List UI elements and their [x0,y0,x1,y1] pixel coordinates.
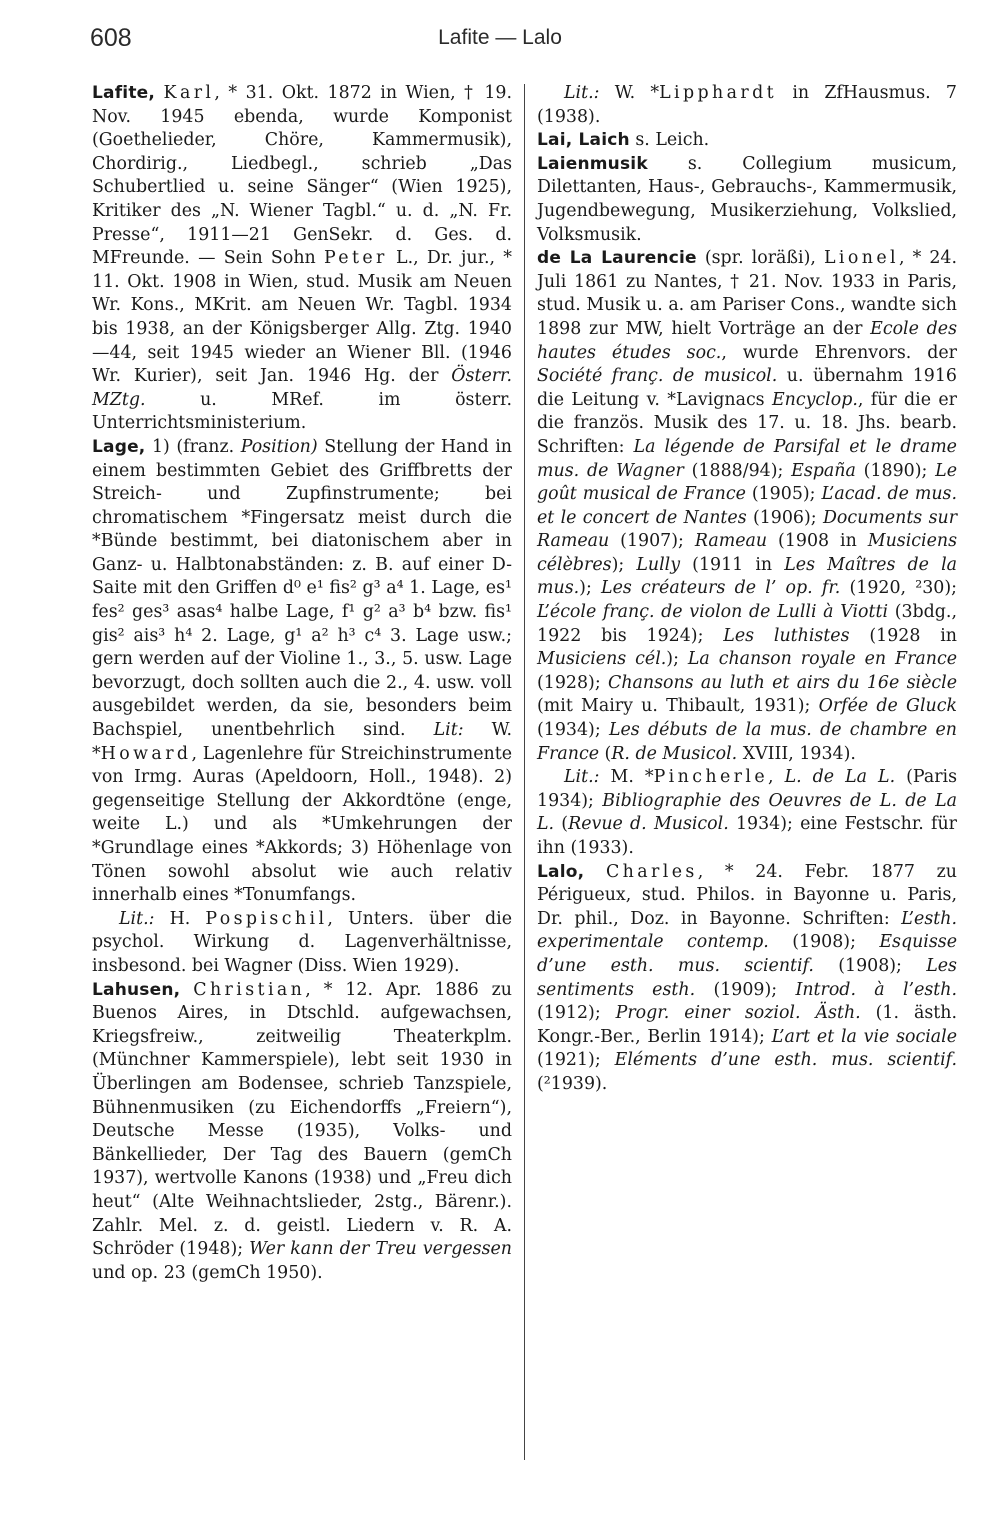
entry-head: Lai, Laich [537,130,630,151]
entry-laurencie-literature: Lit.: M. *Pincherle, L. de La L. (Paris 1934); Bibliographie des Oeuvres de L. de La L. (Revue d. Musicol. 1934); eine Festschr. für ihn (1933). [537,767,957,858]
entry-head: Lahusen, [92,979,181,1000]
entry-lafite: Lafite, Karl, * 31. Okt. 1872 in Wien, † 19. Nov. 1945 ebenda, wurde Komponist (Goethelieder, Chöre, Kammermusik), Chordirig., Liedbegl., schrieb „Das Schubertlied u. seine Sänger“ (Wien 1925), Kritiker des „N. Wiener Tagbl.“ u. d. „N. Fr. Presse“, 1911—21 GenSekr. d. Ges. d. MFreunde. — Sein Sohn Peter L., Dr. jur., * 11. Okt. 1908 in Wien, stud. Musik am Neuen Wr. Kons., MKrit. am Neuen Wr. Tagbl. 1934 bis 1938, an der Königsberger Allg. Ztg. 1940—44, seit 1945 wieder an Wiener Bll. (1946 Wr. Kurier), seit Jan. 1946 Hg. der Österr. MZtg. u. MRef. im österr. Unterrichtsministerium. [92,83,512,434]
page-header [0,22,1000,58]
entry-lahusen-literature: Lit.: W. *Lipphardt in ZfHausmus. 7 (1938). [537,83,957,127]
right-column [537,82,957,1097]
running-head: Lafite — Lalo [438,26,562,49]
left-column [92,82,512,1285]
entry-lage-literature: Lit.: H. Pospischil, Unters. über die psychol. Wirkung d. Lagenverhältnisse, insbesond. bei Wagner (Diss. Wien 1929). [92,908,512,976]
entry-head: Lafite, [92,83,156,103]
column-divider [524,84,525,1460]
entry-lage: Lage, 1) (franz. Position) Stellung der Hand in einem bestimmten Gebiet des Griffbretts der Streich- und Zupfinstrumente; bei chromatischem *Fingersatz meist durch die *Bünde bestimmt, bei diatonischem aber in Ganz- u. Halbtonabständen: z. B. auf einer D-Saite mit den Griffen d⁰ e¹ fis² g³ a⁴ 1. Lage, es¹ fes² ges³ asas⁴ halbe Lage, f¹ g² a³ b⁴ bzw. fis¹ gis² ais³ h⁴ 2. Lage, g¹ a² h³ c⁴ 3. Lage usw.; gern werden auf der Violine 1., 3., 5. usw. Lage bevorzugt, doch sollten auch die 2., 4. usw. voll ausgebildet werden, da sie, besonders beim Bachspiel, unentbehrlich sind. Lit: W. *Howard, Lagenlehre für Streichinstrumente von Irmg. Auras (Apeldoorn, Holl., 1948). 2) gegenseitige Stellung der Akkordtöne (enge, weite L.) und als *Umkehrungen der *Grundlage eines *Akkords; 3) Höhenlage von Tönen sowohl absolut wie auch relativ innerhalb eines *Tonumfangs. [92,436,513,906]
entry-lai: Lai, Laich s. Leich. [537,130,710,151]
entry-head: Lalo, [537,861,585,882]
entry-laienmusik: Laienmusik s. Collegium musicum, Dilettanten, Haus-, Gebrauchs-, Kammermusik, Jugendbewegung, Musikerziehung, Volkslied, Volksmusik. [537,153,957,245]
page-number: 608 [90,24,132,52]
entry-lalo: Lalo, Charles, * 24. Febr. 1877 zu Périgueux, stud. Philos. in Bayonne u. Paris, Dr. phil., Doz. in Bayonne. Schriften: L’esth. experimentale contemp. (1908); Esquisse d’une esth. mus. scientif. (1908); Les sentiments esth. (1909); Introd. à l’esth. (1912); Progr. einer soziol. Ästh. (1. ästh. Kongr.-Ber., Berlin 1914); L’art et la vie sociale (1921); Eléments d’une esth. mus. scientif. (²1939). [537,861,958,1094]
entry-head: Lage, [92,436,146,457]
entry-lahusen: Lahusen, Christian, * 12. Apr. 1886 zu Buenos Aires, in Dtschld. aufgewachsen, Kriegsfreiw., zeitweilig Theaterkplm. (Münchner Kammerspiele), lebt seit 1930 in Überlingen am Bodensee, schrieb Tanzspiele, Bühnenmusiken (zu Eichendorffs „Freiern“), Deutsche Messe (1935), Volks- und Bänkellieder, Der Tag des Bauern (gemCh 1937), wertvolle Kanons (1938) und „Freu dich heut“ (Alte Weihnachtslieder, 2stg., Bärenr.). Zahlr. Mel. z. d. geistl. Liedern v. R. A. Schröder (1948); Wer kann der Treu vergessen und op. 23 (gemCh 1950). [92,979,512,1283]
entry-laurencie: de La Laurencie (spr. loräßi), Lionel, * 24. Juli 1861 zu Nantes, † 21. Nov. 1933 in Paris, stud. Musik u. a. am Pariser Cons., wandte sich 1898 zur MW, hielt Vorträge an der Ecole des hautes études soc., wurde Ehrenvors. der Société franç. de musicol. u. übernahm 1916 die Leitung v. *Lavignacs Encyclop., für die er die französ. Musik des 17. u. 18. Jhs. bearb. Schriften: La légende de Parsifal et le drame mus. de Wagner (1888/94); España (1890); Le goût musical de France (1905); L’acad. de mus. et le concert de Nantes (1906); Documents sur Rameau (1907); Rameau (1908 in Musiciens célèbres); Lully (1911 in Les Maîtres de la mus.); Les créateurs de l’ op. fr. (1920, ²30); L’école franç. de violon de Lulli à Viotti (3bdg., 1922 bis 1924); Les luthistes (1928 in Musiciens cél.); La chanson royale en France (1928); Chansons au luth et airs du 16e siècle (mit Mairy u. Thibault, 1931); Orfée de Gluck (1934); Les débuts de la mus. de chambre en France (R. de Musicol. XVIII, 1934). [537,248,958,764]
entry-head: Laienmusik [537,153,648,174]
entry-head: de La Laurencie [537,248,697,269]
